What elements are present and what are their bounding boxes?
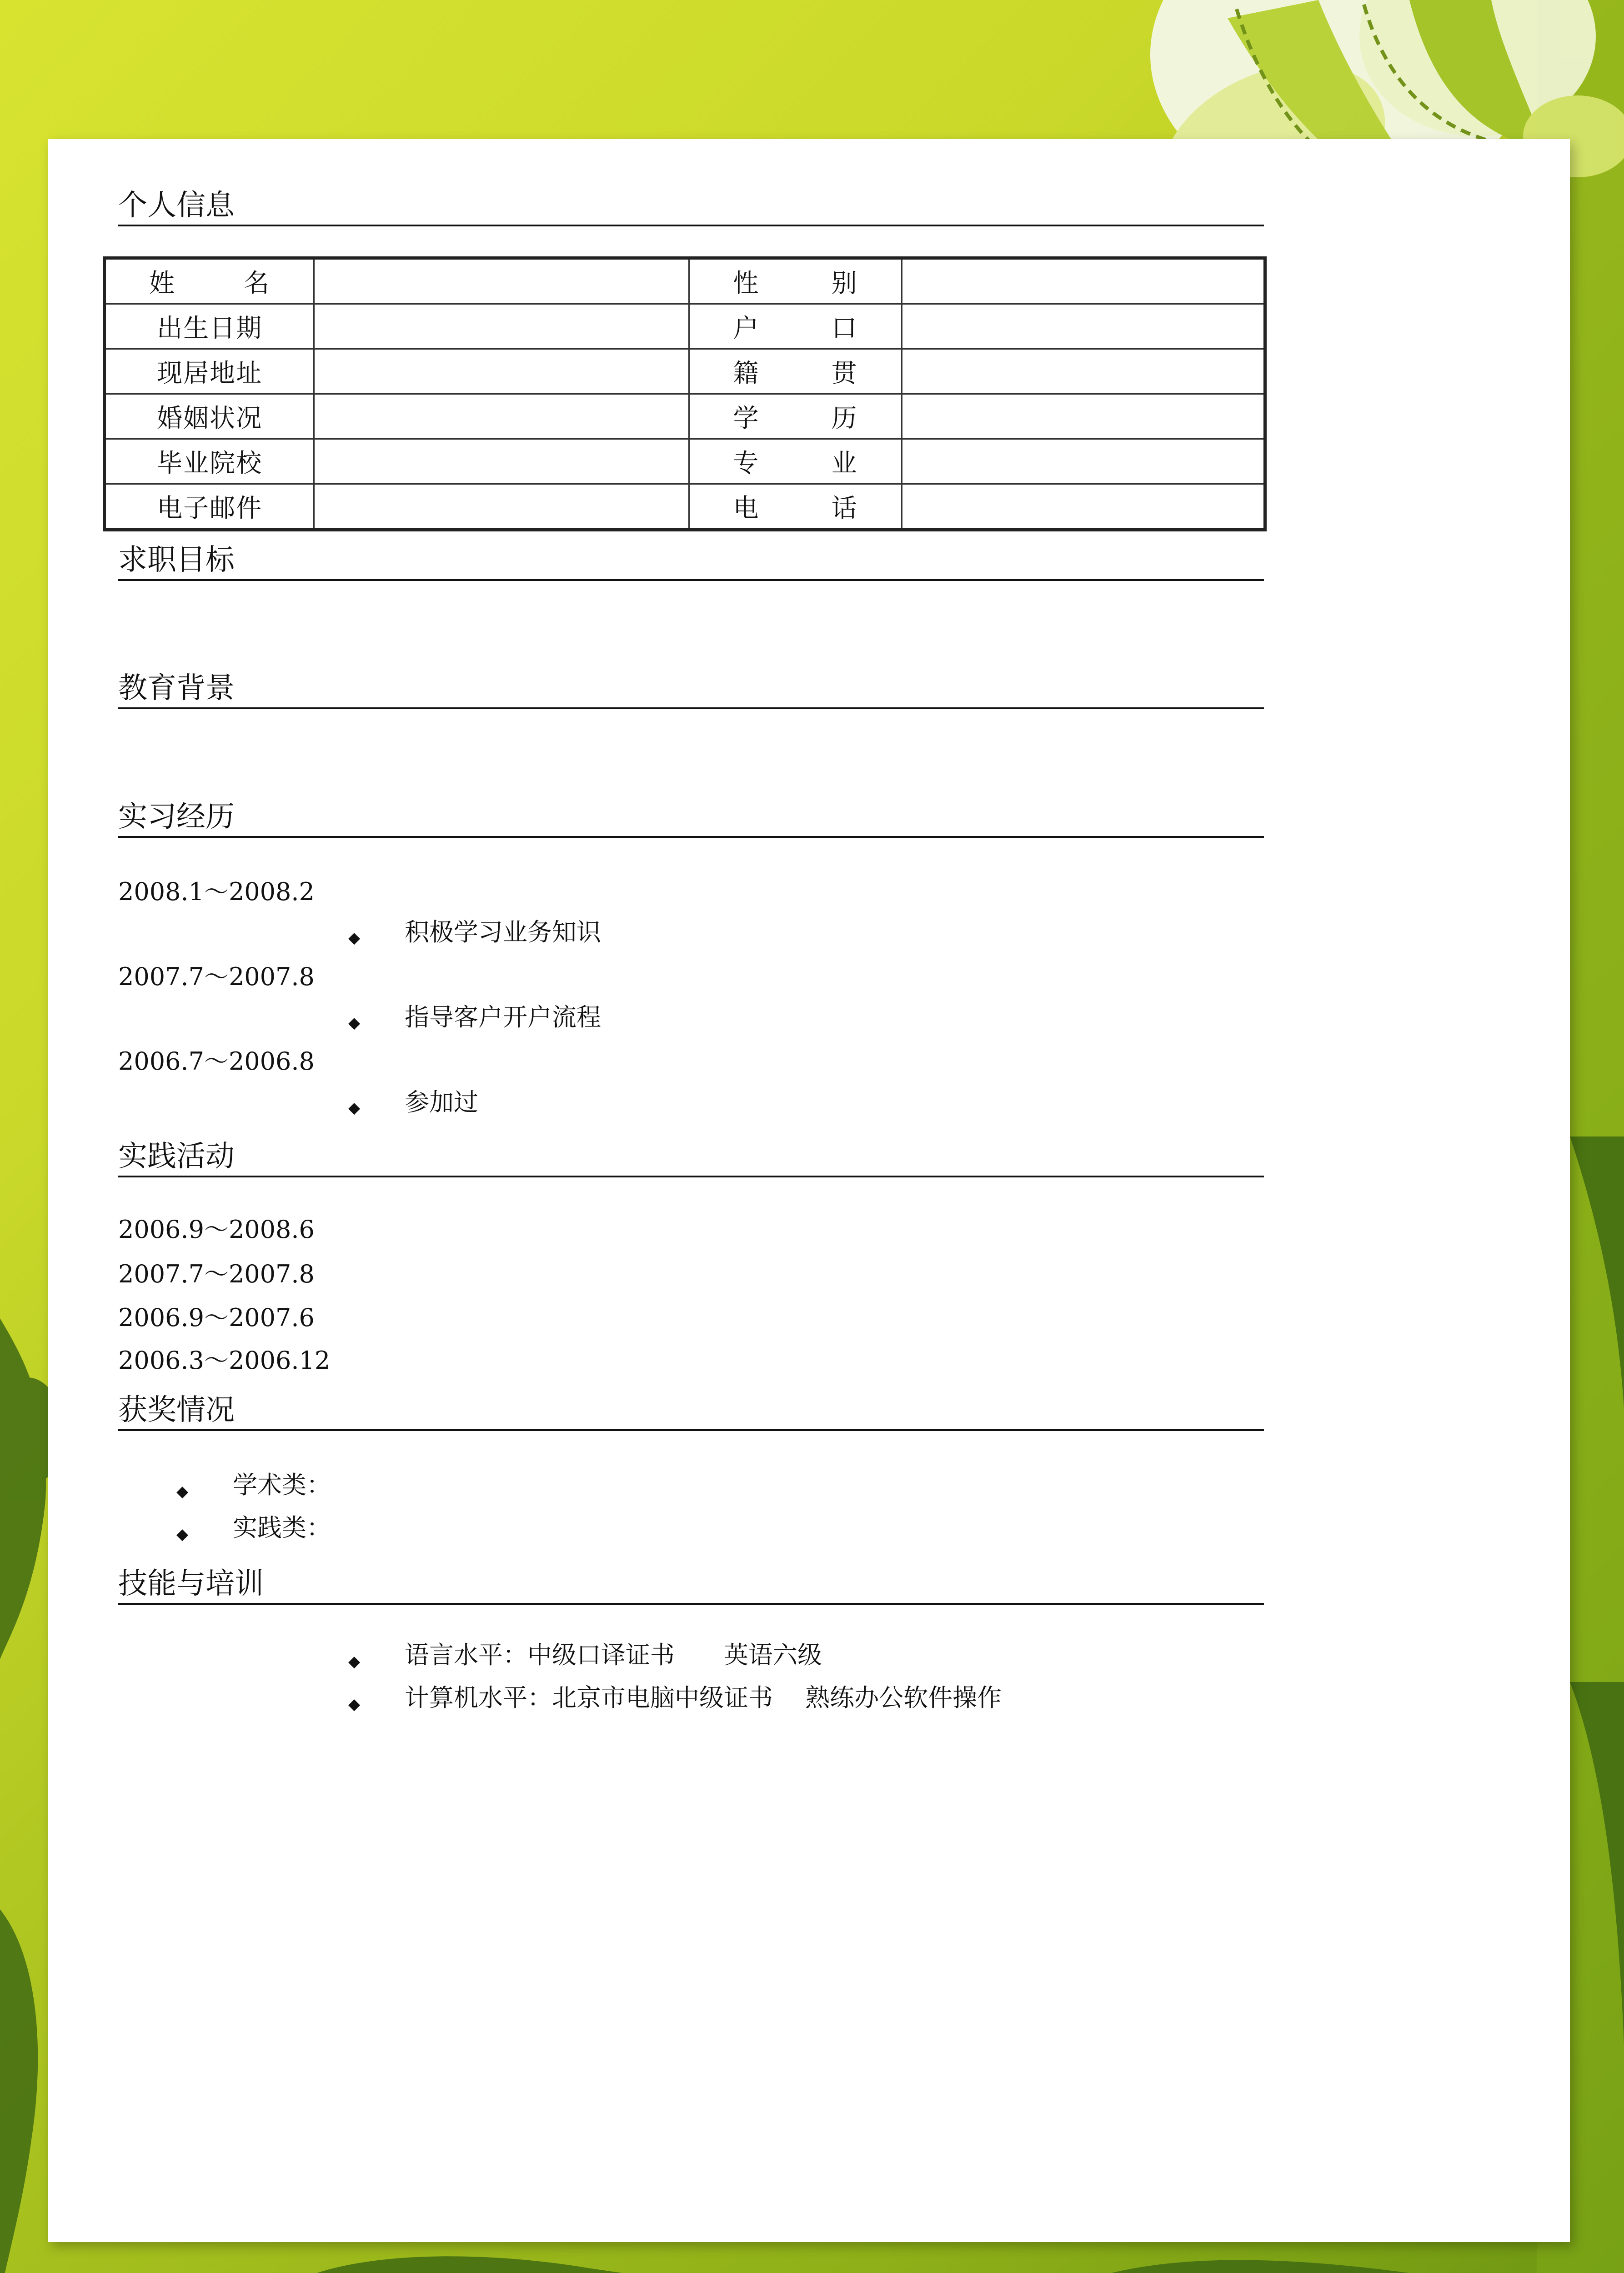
label-gender: 性 别 <box>689 258 902 304</box>
label-phone: 电 话 <box>689 484 902 530</box>
label-email: 电子邮件 <box>105 484 314 530</box>
value-degree[interactable] <box>902 394 1265 439</box>
internship-period-1: 2008.1～2008.2 <box>118 877 315 906</box>
table-row <box>105 258 1265 304</box>
label-marital-status: 婚姻状况 <box>105 394 314 439</box>
award-academic: 学术类： <box>233 1471 331 1499</box>
section-title-skills: 技能与培训 <box>118 1569 1264 1605</box>
value-address[interactable] <box>314 349 689 394</box>
personal-info-table <box>103 256 1267 531</box>
value-marital-status[interactable] <box>314 394 689 439</box>
label-school: 毕业院校 <box>105 439 314 484</box>
table-row <box>105 304 1265 349</box>
internship-period-3: 2006.7～2006.8 <box>118 1047 315 1076</box>
label-degree: 学 历 <box>689 394 902 439</box>
section-title-education: 教育背景 <box>118 674 1264 709</box>
skill-language: 语言水平：中级口译证书 英语六级 <box>405 1641 822 1669</box>
internship-period-2: 2007.7～2007.8 <box>118 962 315 991</box>
bullet-icon: ◆ <box>348 929 361 947</box>
section-title-awards: 获奖情况 <box>118 1396 1264 1431</box>
bullet-icon: ◆ <box>348 1099 361 1117</box>
bullet-icon: ◆ <box>348 1014 361 1032</box>
bullet-icon: ◆ <box>348 1695 361 1713</box>
table-row <box>105 394 1265 439</box>
label-birthdate: 出生日期 <box>105 304 314 349</box>
table-row <box>105 484 1265 530</box>
internship-desc-2: 指导客户开户流程 <box>405 1003 601 1031</box>
internship-desc-3: 参加过 <box>405 1088 478 1116</box>
value-name[interactable] <box>314 258 689 304</box>
section-title-objective: 求职目标 <box>118 546 1264 581</box>
label-major: 专 业 <box>689 439 902 484</box>
label-name: 姓 名 <box>105 258 314 304</box>
value-email[interactable] <box>314 484 689 530</box>
practice-period-3: 2006.9～2007.6 <box>118 1303 315 1332</box>
label-hukou: 户 口 <box>689 304 902 349</box>
section-title-internship: 实习经历 <box>118 802 1264 838</box>
practice-period-2: 2007.7～2007.8 <box>118 1260 315 1288</box>
bullet-icon: ◆ <box>348 1652 361 1671</box>
bullet-icon: ◆ <box>176 1525 189 1543</box>
section-title-practice: 实践活动 <box>118 1142 1264 1177</box>
bullet-icon: ◆ <box>176 1482 189 1501</box>
value-hukou[interactable] <box>902 304 1265 349</box>
value-native-place[interactable] <box>902 349 1265 394</box>
skill-computer: 计算机水平：北京市电脑中级证书 熟练办公软件操作 <box>405 1683 1002 1712</box>
value-phone[interactable] <box>902 484 1265 530</box>
table-row <box>105 349 1265 394</box>
label-address: 现居地址 <box>105 349 314 394</box>
section-title-personal: 个人信息 <box>118 191 1264 226</box>
label-native-place: 籍 贯 <box>689 349 902 394</box>
practice-period-4: 2006.3～2006.12 <box>118 1346 331 1375</box>
value-gender[interactable] <box>902 258 1265 304</box>
value-school[interactable] <box>314 439 689 484</box>
value-major[interactable] <box>902 439 1265 484</box>
practice-period-1: 2006.9～2008.6 <box>118 1215 315 1244</box>
award-practice: 实践类： <box>233 1513 331 1542</box>
value-birthdate[interactable] <box>314 304 689 349</box>
internship-desc-1: 积极学习业务知识 <box>405 918 601 946</box>
table-row <box>105 439 1265 484</box>
